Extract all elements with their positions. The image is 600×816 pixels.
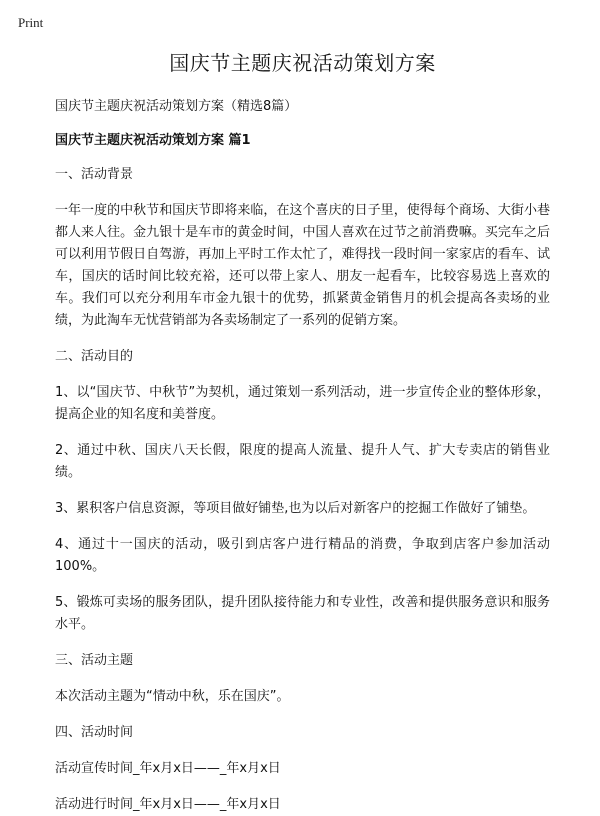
heading-purpose: 二、活动目的 xyxy=(55,349,134,365)
section-heading: 国庆节主题庆祝活动策划方案 篇1 xyxy=(55,133,251,149)
paragraph-purpose-4: 4、通过十一国庆的活动，吸引到店客户进行精品的消费，争取到店客户参加活动100%。 xyxy=(55,537,550,575)
document-page xyxy=(55,50,550,816)
heading-theme: 三、活动主题 xyxy=(55,653,134,669)
paragraph-purpose-3: 3、累积客户信息资源，等项目做好铺垫,也为以后对新客户的挖掘工作做好了铺垫。 xyxy=(55,501,536,517)
paragraph-purpose-2: 2、通过中秋、国庆八天长假，限度的提高人流量、提升人气、扩大专卖店的销售业绩。 xyxy=(55,443,550,481)
paragraph-event-time: 活动进行时间_年x月x日——_年x月x日 xyxy=(55,797,281,813)
paragraph-background: 一年一度的中秋节和国庆节即将来临，在这个喜庆的日子里，使得每个商场、大街小巷都人来人往。金九银十是车市的黄金时间，中国人喜欢在过节之前消费嘛。买完车之后可以利用节假日自驾游，再加上平时工作太忙了，难得找一段时间一家家店的看车、试车，国庆的话时间比较充裕，还可以带上家人、朋友一起看车，比较容易选上喜欢的车。我们可以充分利用车市金九银十的优势，抓紧黄金销售月的机会提高各卖场的业绩，为此淘车无忧营销部为各卖场制定了一系列的促销方案。 xyxy=(55,203,550,329)
heading-time: 四、活动时间 xyxy=(55,725,134,741)
print-link[interactable]: Print xyxy=(18,15,44,30)
document-title: 国庆节主题庆祝活动策划方案 xyxy=(169,51,436,75)
paragraph-purpose-1: 1、以“国庆节、中秋节”为契机，通过策划一系列活动，进一步宣传企业的整体形象，提高企业的知名度和美誉度。 xyxy=(55,385,550,423)
paragraph-purpose-5: 5、锻炼可卖场的服务团队，提升团队接待能力和专业性，改善和提供服务意识和服务水平。 xyxy=(55,595,550,633)
document-subtitle: 国庆节主题庆祝活动策划方案（精选8篇） xyxy=(55,99,298,114)
heading-background: 一、活动背景 xyxy=(55,167,134,183)
paragraph-theme: 本次活动主题为“情动中秋，乐在国庆”。 xyxy=(55,689,290,705)
paragraph-promo-time: 活动宣传时间_年x月x日——_年x月x日 xyxy=(55,761,281,777)
